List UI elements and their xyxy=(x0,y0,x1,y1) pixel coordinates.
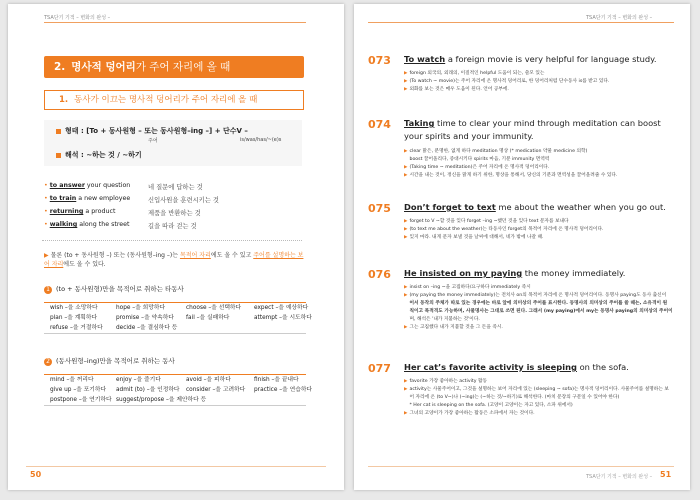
item-note-line: ▶ 외화를 보는 것은 매우 도움이 된다. 언어 공부에. xyxy=(404,87,509,92)
table-row: plan –을 계획하다 promise –을 약속하다 fail –을 실패하다 attempt –을 시도하다 xyxy=(50,315,312,321)
item-note-line: boost 끌어올리다, 증대시키다 spirits 마음, 기분 immunity 면역력 xyxy=(409,157,550,162)
item-sentence: He insisted on my paying the money immediately. xyxy=(404,268,626,278)
subsection-number: 1. xyxy=(59,95,69,105)
right-page xyxy=(354,4,690,490)
triangle-bullet-icon: ▶ xyxy=(44,252,49,259)
item-note-line: ▶ 시간을 내는 것이, 정신을 맑게 하기 위한, 명상을 통해서, 당신의 기분과 면역성을 끌어올려줄 수 있다. xyxy=(404,173,618,178)
footer-rule xyxy=(26,466,326,467)
sentence-item xyxy=(368,202,678,252)
item-note-line: ▶ (Taking time ~ meditation)은 주어 자리에 온 명사적 덩어리이다. xyxy=(404,165,550,170)
item-note-line: * Her cat is sleeping on the sofa. (고양이 고양이는 자고 있다, 소파 위에서) xyxy=(409,403,573,408)
sentence-item xyxy=(368,54,678,104)
square-bullet-icon xyxy=(56,153,61,158)
footer-text: TSA단기 기적 – 변화의 완성 – xyxy=(586,474,653,480)
running-header: TSA단기 기적 – 변화의 완성 – xyxy=(44,15,111,21)
table2-title: 2 (동사원형–ing)만을 목적어로 취하는 동사 xyxy=(44,356,175,366)
formula-subject-note: 주어 xyxy=(148,138,158,144)
circle-number-icon: 1 xyxy=(44,286,52,294)
section-banner xyxy=(44,56,304,78)
left-page xyxy=(8,4,344,490)
item-number: 075 xyxy=(368,202,391,215)
item-number: 073 xyxy=(368,54,391,67)
page-number: 51 xyxy=(660,470,672,479)
item-number: 077 xyxy=(368,362,391,375)
divider xyxy=(42,240,302,241)
subsection-box xyxy=(44,90,304,110)
item-note-line: 어 자리에 온 (to V~)나 (~ing)는 (~하는 것/~하기)로 해석한다. (마치 문장의 구문일 수 있어야 한다) xyxy=(409,395,620,400)
item-number: 076 xyxy=(368,268,391,281)
example-row: • returning a product 제품을 반환하는 것 xyxy=(44,208,201,217)
sentence-item xyxy=(368,268,678,338)
item-note-line: ▶ (To watch ~ movie)는 주어 자리에 온 명사적 덩어리로, 한 덩어리처럼 단수동사 is를 받고 있다. xyxy=(404,79,610,84)
section-title-bold: 명사적 덩어리 xyxy=(71,61,136,73)
header-rule xyxy=(368,22,674,23)
grammar-note: ▶ 물론 (to + 동사원형 –) 또는 (동사원형–ing –)는 목적어 자리에도 올 수 있고 주어를 설명하는 보어 자리에도 올 수 있다. xyxy=(44,252,304,268)
table1-title: 1 (to + 동사원형)만을 목적어로 취하는 타동사 xyxy=(44,284,184,294)
item-number: 074 xyxy=(368,118,391,131)
table-row: give up –을 포기하다 admit (to) –을 인정하다 consider –을 고려하다 practice –을 연습하다 xyxy=(50,387,313,393)
formula-verb-note: is/was/has/~(e)s xyxy=(240,137,282,143)
item-sentence: Taking time to clear your mind through meditation can boost your spirits and your immunity. xyxy=(404,118,661,141)
running-header: TSA단기 기적 – 변화의 완성 – xyxy=(586,15,653,21)
item-sentence: Her cat’s favorite activity is sleeping on the sofa. xyxy=(404,362,629,372)
footer-rule xyxy=(368,466,674,467)
item-note-line: ▶ 그녀의 고양이가 가장 좋아하는 활동은 소파에서 자는 것이다. xyxy=(404,411,535,416)
section-title-rest: 가 주어 자리에 올 때 xyxy=(135,61,231,73)
item-note-line: 며, 해석은 '내가 지불하는 것'이다. xyxy=(409,317,480,322)
table-row: mind –을 꺼리다 enjoy –을 즐기다 avoid –을 피하다 finish –을 끝내다 xyxy=(50,377,299,383)
item-note-line: ▶ 잊지 마라. 내게 문자 보낼 것을 날씨에 대해서, 네가 밖에 나갈 때. xyxy=(404,235,544,240)
table-row: postpone –을 연기하다 suggest/propose –을 제안하다 등 xyxy=(50,397,207,403)
item-note-line: ▶ activity는 사물주어이고, 그것을 설명하는 보어 자리에 있는 (sleeping ~ sofa)는 명사적 덩어리이다. 사물주어를 설명하는 보 xyxy=(404,387,669,392)
verb-table-2 xyxy=(44,374,313,406)
header-rule xyxy=(44,22,306,23)
formula-meaning: 해석 : ~하는 것 / ~하기 xyxy=(56,150,142,160)
item-note-line: 어서 동작의 주체가 따로 있는 경우에는 바로 앞에 의미상의 주어를 표시한다. 동명사의 의미상의 주어를 쓸 때는, 소유격이 원 xyxy=(409,301,668,306)
example-row: • to answer your question 네 질문에 답하는 것 xyxy=(44,182,203,191)
item-note-line: ▶ insist on –ing ~을 고집하다/요구하다 immediately 즉시 xyxy=(404,285,531,290)
square-bullet-icon xyxy=(56,129,61,134)
item-note-line: ▶ (my paying the money immediately)는 전치사 on의 목적어 자리에 온 명사적 덩어리이다. 동명사 paying도 동사 출신이 xyxy=(404,293,667,298)
item-sentence: To watch a foreign movie is very helpful for language study. xyxy=(404,54,657,64)
table-row: wish –을 소망하다 hope –을 희망하다 choose –을 선택하다 expect –을 예상하다 xyxy=(50,305,309,311)
item-note-line: ▶ foreign 외국의, 외래의, 이질적인 helpful 도움이 되는, 쓸모 있는 xyxy=(404,71,545,76)
section-number: 2. xyxy=(54,61,66,73)
formula-form: 형태 : [To + 동사원형 – 또는 동사원형–ing –] + 단수V – xyxy=(56,126,248,136)
item-note-line: ▶ favorite 가장 좋아하는 activity 활동 xyxy=(404,379,488,384)
example-row: • walking along the street 길을 따라 걷는 것 xyxy=(44,221,197,230)
item-note-line: ▶ (to text me about the weather)는 타동사인 forget의 목적어 자리에 온 명사적 덩어리이다. xyxy=(404,227,604,232)
item-note-line: ▶ clear 맑은, 분명한, 없게 하다 meditation 명상 (* medication 약물 medicine 의학) xyxy=(404,149,588,154)
item-note-line: ▶ forget to V ~할 것을 잊다 forget –ing ~했던 것을 잊다 text 문자를 보내다 xyxy=(404,219,569,224)
formula-box xyxy=(44,120,302,166)
item-sentence: Don’t forget to text me about the weather when you go out. xyxy=(404,202,666,212)
page-number: 50 xyxy=(30,470,42,479)
item-note-line: 칙이고 목적격도 가능하며, 사물명사는 그대로 쓰면 된다. 그래서 (my paying)에서 my는 동명사 paying의 의미상의 주어이 xyxy=(409,309,673,314)
circle-number-icon: 2 xyxy=(44,358,52,366)
subsection-title: 동사가 이끄는 명사적 덩어리가 주어 자리에 올 때 xyxy=(74,95,258,105)
sentence-item xyxy=(368,362,678,432)
verb-table-1 xyxy=(44,302,312,334)
example-row: • to train a new employee 신입사원을 훈련시키는 것 xyxy=(44,195,219,204)
table-row: refuse –을 거절하다 decide –을 결심하다 등 xyxy=(50,325,178,331)
sentence-item xyxy=(368,118,678,188)
item-note-line: ▶ 그는 고집했다 내가 지불할 것을 그 돈을 즉시. xyxy=(404,325,503,330)
